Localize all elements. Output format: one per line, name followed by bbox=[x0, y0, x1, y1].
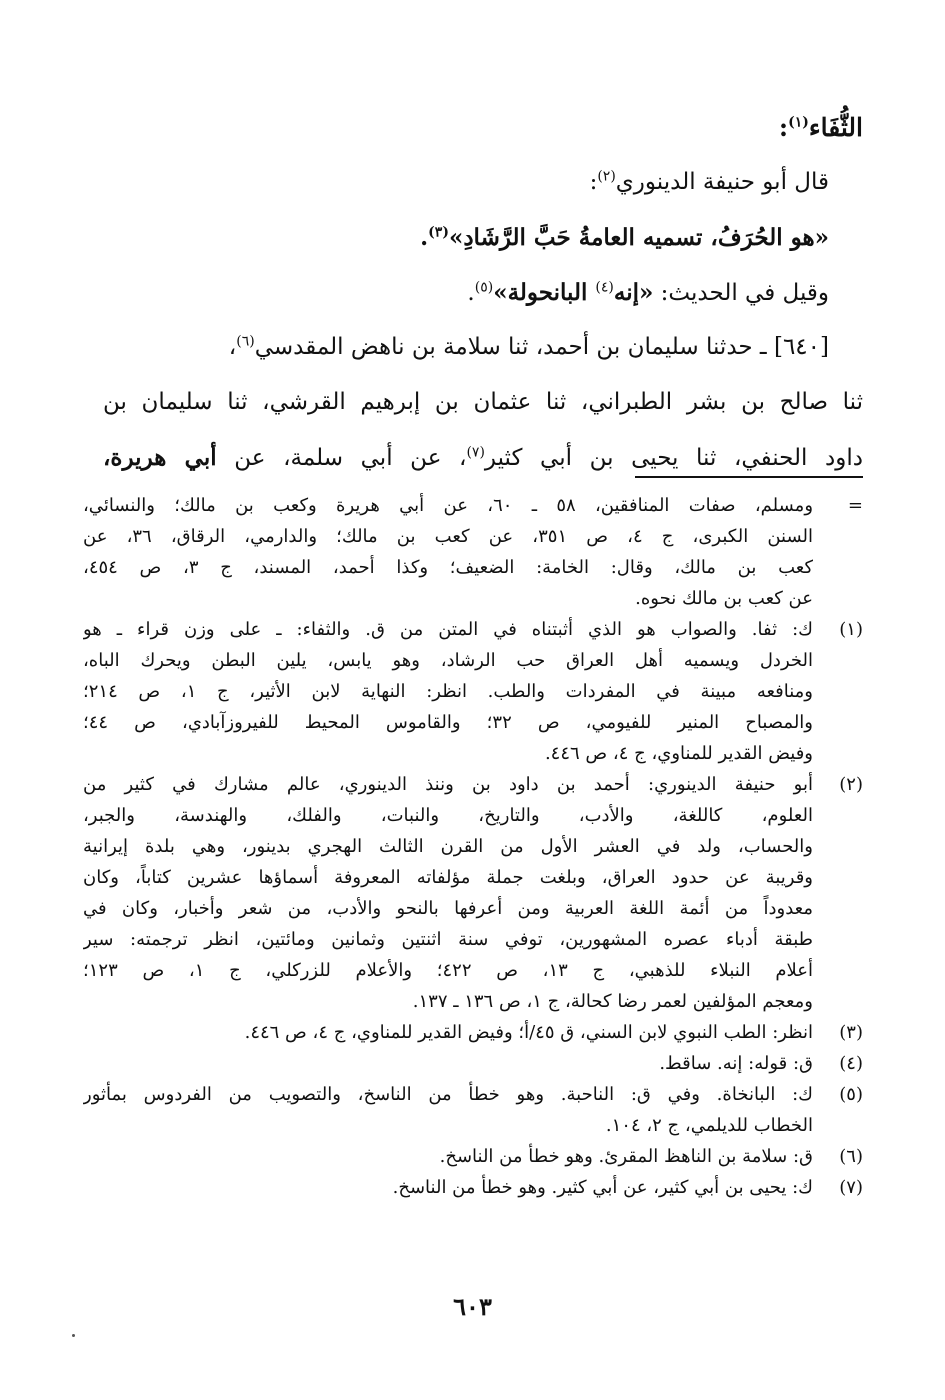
main-line-2-end: . bbox=[420, 224, 429, 251]
footnote-line: ومسلم، صفات المنافقين، ٥٨ ـ ٦٠، عن أبي هريرة وكعب بن مالك؛ والنسائي، bbox=[83, 495, 813, 516]
footnote-line: ق: قوله: إنه. ساقط. bbox=[659, 1053, 813, 1074]
main-line-6-start: داود الحنفي، ثنا يحيى بن أبي كثير bbox=[484, 445, 863, 471]
footnote-ref-7: (٧) bbox=[466, 444, 485, 461]
footnote-5 bbox=[83, 1079, 863, 1141]
footnote-number: (٦) bbox=[839, 1146, 863, 1167]
footnote-line: انظر: الطب النبوي لابن السني، ق ٤٥/أ؛ وفيض القدير للمناوي، ج ٤، ص ٤٤٦. bbox=[244, 1022, 813, 1043]
heading-footnote-ref: (١) bbox=[788, 114, 809, 131]
main-line-3 bbox=[103, 265, 863, 320]
footnote-ref-6: (٦) bbox=[236, 333, 255, 350]
footnote-line: العلوم، كاللغة، والأدب، والتاريخ، والنبات، والفلك، والهندسة، والجبر، bbox=[83, 805, 813, 826]
footnote-3 bbox=[83, 1017, 863, 1048]
footnote-line: ك: البانخاة. وفي ق: الناحبة. وهو خطأ من الناسخ، والتصويب من الفردوس بمأثور bbox=[83, 1084, 813, 1105]
footnote-line: ك: ثفا. والصواب هو الذي أثبتناه في المتن من ق. والثفاء: ـ على وزن قراء ـ هو bbox=[83, 619, 813, 640]
main-line-4 bbox=[103, 320, 863, 375]
main-line-6-mid: ، عن أبي سلمة، عن bbox=[216, 445, 467, 471]
main-line-1-text: قال أبو حنيفة الدينوري bbox=[615, 169, 829, 195]
footnote-line: الخردل ويسميه أهل العراق حب الرشاد، وهو يابس، يلين البطن ويحرك الباه، bbox=[83, 650, 813, 671]
footnote-line: كعب بن مالك، وقال: الخامة: الضعيف؛ وكذا أحمد، المسند، ج ٣، ص ٤٥٤، bbox=[83, 557, 813, 578]
entry-heading bbox=[103, 100, 863, 155]
footnote-line: أبو حنيفة الدينوري: أحمد بن داود بن وننذ الدينوري، عالم مشارك في كثير من bbox=[83, 774, 813, 795]
footnote-line: والمصباح المنير للفيومي، ص ٣٢؛ والقاموس المحيط للفيروزآبادي، ص ٤٤؛ bbox=[83, 712, 813, 733]
main-line-1 bbox=[103, 155, 863, 210]
main-line-5: ثنا صالح بن بشر الطبراني، ثنا عثمان بن إبرهيم القرشي، ثنا سليمان بن bbox=[103, 389, 863, 415]
main-line-3-quote-b: البانحولة» bbox=[493, 279, 596, 306]
main-text bbox=[103, 100, 863, 485]
footnote-ref-5: (٥) bbox=[474, 279, 494, 296]
footnote-line: وفيض القدير للمناوي، ج ٤، ص ٤٤٦. bbox=[544, 743, 813, 764]
footnote-line: السنن الكبرى، ج ٤، ص ٣٥١، عن كعب بن مالك؛ والدارمي، الرقاق، ٣٦، عن bbox=[83, 526, 813, 547]
footnote-line: أعلام النبلاء للذهبي، ج ١٣، ص ٤٢٢؛ والأعلام للزركلي، ج ١، ص ١٢٣؛ bbox=[83, 960, 813, 981]
footnote-7 bbox=[83, 1172, 863, 1203]
main-line-4-end: ، bbox=[228, 334, 237, 360]
main-line-6-bold: أبي هريرة، bbox=[103, 444, 217, 471]
footnote-number: (٣) bbox=[839, 1022, 863, 1043]
heading-word: الثُّفَاء bbox=[808, 113, 863, 142]
footnote-line: ومنافعه مبينة في المفردات والطب. انظر: النهاية لابن الأثير، ج ١، ص ٢١٤؛ bbox=[83, 681, 813, 702]
footnote-ref-2: (٢) bbox=[597, 168, 616, 185]
footnote-4 bbox=[83, 1048, 863, 1079]
footnote-2 bbox=[83, 769, 863, 1017]
heading-colon: : bbox=[778, 113, 789, 142]
main-line-3-start: وقيل في الحديث: bbox=[653, 280, 829, 306]
footnote-ref-4: (٤) bbox=[595, 279, 614, 296]
main-line-1-end: : bbox=[589, 169, 598, 195]
footnote-number: (٥) bbox=[839, 1084, 863, 1105]
footnote-line: معدوداً من أئمة اللغة العربية ومن أعرفها بالنحو والأدب، من شعر وأخبار، وكان في bbox=[83, 898, 813, 919]
footnote-1 bbox=[83, 614, 863, 769]
footnote-6 bbox=[83, 1141, 863, 1172]
footnote-line: ق: سلامة بن الناهظ المقرئ. وهو خطأ من الناسخ. bbox=[439, 1146, 813, 1167]
main-line-3-end: . bbox=[467, 280, 475, 306]
main-line-2 bbox=[103, 210, 863, 265]
footnote-separator-rule bbox=[635, 476, 863, 478]
footnote-line: ومعجم المؤلفين لعمر رضا كحالة، ج ١، ص ١٣٦ ـ ١٣٧. bbox=[412, 991, 813, 1012]
footnote-ref-3: (٣) bbox=[428, 224, 449, 241]
main-line-4-text: [٦٤٠] ـ حدثنا سليمان بن أحمد، ثنا سلامة بن ناهض المقدسي bbox=[254, 334, 829, 360]
continuation-marker: = bbox=[847, 495, 863, 516]
page-number: ٦٠٣ bbox=[453, 1292, 492, 1321]
footnote-line: عن كعب بن مالك نحوه. bbox=[635, 588, 813, 609]
footnote-continuation bbox=[83, 490, 863, 614]
footnote-number: (٤) bbox=[839, 1053, 863, 1074]
footnote-number: (٢) bbox=[839, 774, 863, 795]
footnote-line: ك: يحيى بن أبي كثير، عن أبي كثير. وهو خطأ من الناسخ. bbox=[392, 1177, 813, 1198]
scan-speck bbox=[72, 1334, 75, 1337]
footnote-line: طبقة أدباء عصره المشهورين، توفي سنة اثنتين وثمانين ومائتين، انظر ترجمته: سير bbox=[83, 929, 813, 950]
main-line-3-quote-a: «إنه bbox=[613, 279, 654, 306]
footnote-line: وقريبة عن حدود العراق، وبلغت جملة مؤلفاته المعروفة أسماؤها عشرين كتاباً، وكان bbox=[83, 867, 813, 888]
footnote-number: (٧) bbox=[839, 1177, 863, 1198]
main-line-2-text: «هو الحُرَفُ، تسميه العامةُ حَبَّ الرَّشَادِ» bbox=[448, 224, 829, 251]
footnote-line: والحساب، ولد في العشر الأول من القرن الثالث الهجري بدينور، وهي بلدة إيرانية bbox=[83, 836, 813, 857]
footnote-number: (١) bbox=[839, 619, 863, 640]
footnotes bbox=[83, 490, 863, 1203]
footnote-line: الخطاب للديلمي، ج ٢، ١٠٤. bbox=[605, 1115, 813, 1136]
